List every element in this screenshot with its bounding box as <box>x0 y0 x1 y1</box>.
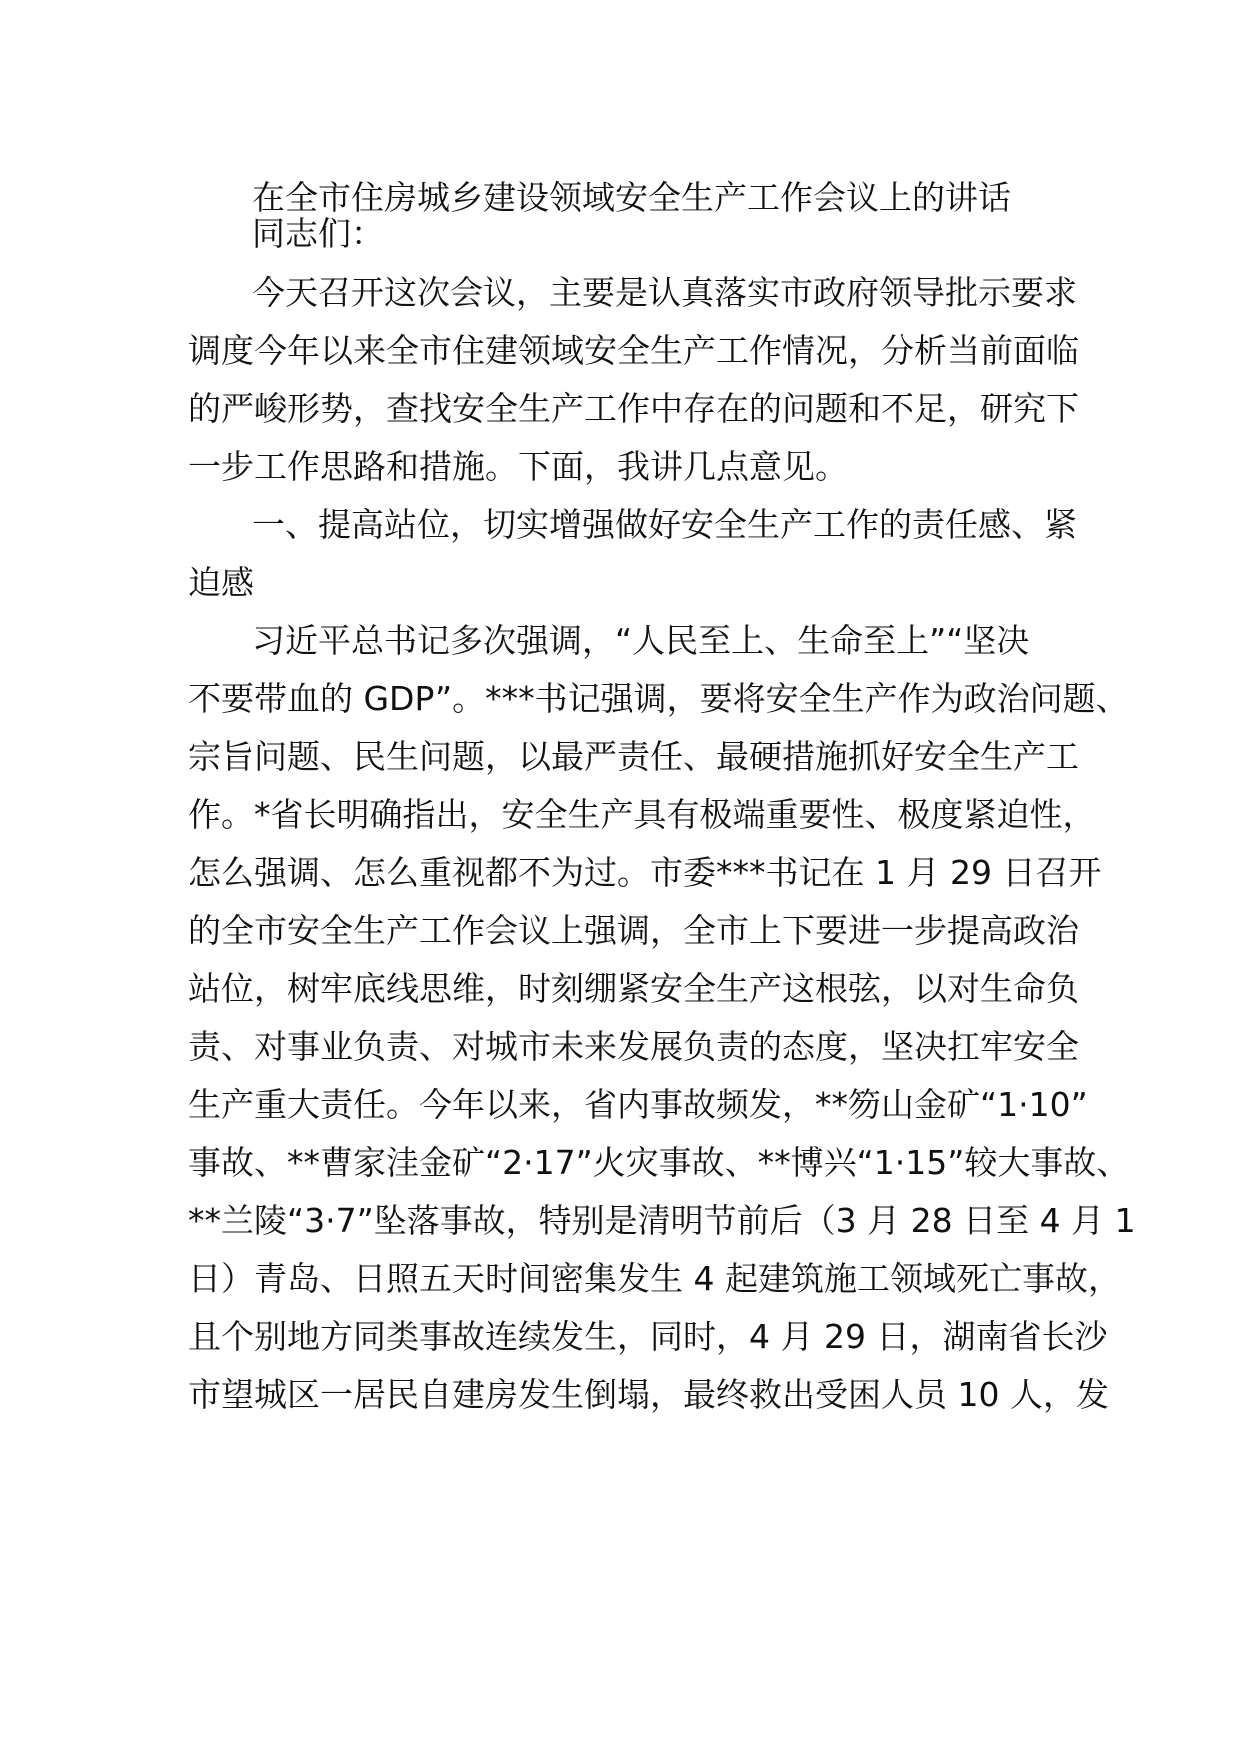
paragraph-line: 不要带血的 GDP”。***书记强调，要将安全生产作为政治问题、 <box>188 679 1129 718</box>
paragraph-line: 习近平总书记多次强调，“人民至上、生命至上”“坚决 <box>252 621 1030 660</box>
paragraph-line: 责、对事业负责、对城市未来发展负责的态度，坚决扛牢安全 <box>188 1027 1079 1066</box>
paragraph-line: 今天召开这次会议，主要是认真落实市政府领导批示要求 <box>252 273 1077 312</box>
paragraph-line: 宗旨问题、民生问题，以最严责任、最硬措施抓好安全生产工 <box>188 737 1079 776</box>
section-heading: 一、提高站位，切实增强做好安全生产工作的责任感、紧 <box>252 505 1077 544</box>
paragraph-line: 怎么强调、怎么重视都不为过。市委***书记在 1 月 29 日召开 <box>188 853 1102 892</box>
paragraph-line: 一步工作思路和措施。下面，我讲几点意见。 <box>188 447 848 486</box>
paragraph-line: 调度今年以来全市住建领域安全生产工作情况，分析当前面临 <box>188 331 1079 370</box>
paragraph-line: 生产重大责任。今年以来，省内事故频发，**笏山金矿“1·10” <box>188 1085 1088 1124</box>
paragraph-line: 的严峻形势，查找安全生产工作中存在的问题和不足，研究下 <box>188 389 1079 428</box>
section-heading: 迫感 <box>188 563 254 602</box>
paragraph-line: 事故、**曹家洼金矿“2·17”火灾事故、**博兴“1·15”较大事故、 <box>188 1143 1130 1182</box>
document-title: 在全市住房城乡建设领域安全生产工作会议上的讲话 <box>252 178 1011 217</box>
salutation: 同志们： <box>252 214 384 253</box>
paragraph-line: 的全市安全生产工作会议上强调，全市上下要进一步提高政治 <box>188 911 1079 950</box>
paragraph-line: 站位，树牢底线思维，时刻绷紧安全生产这根弦，以对生命负 <box>188 969 1079 1008</box>
paragraph-line: 日）青岛、日照五天时间密集发生 4 起建筑施工领域死亡事故， <box>188 1259 1121 1298</box>
paragraph-line: **兰陵“3·7”坠落事故，特别是清明节前后（3 月 28 日至 4 月 1 <box>188 1201 1136 1240</box>
paragraph-line: 作。*省长明确指出，安全生产具有极端重要性、极度紧迫性， <box>188 795 1096 834</box>
paragraph-line: 且个别地方同类事故连续发生，同时，4 月 29 日，湖南省长沙 <box>188 1317 1108 1356</box>
paragraph-line: 市望城区一居民自建房发生倒塌，最终救出受困人员 10 人，发 <box>188 1375 1109 1414</box>
